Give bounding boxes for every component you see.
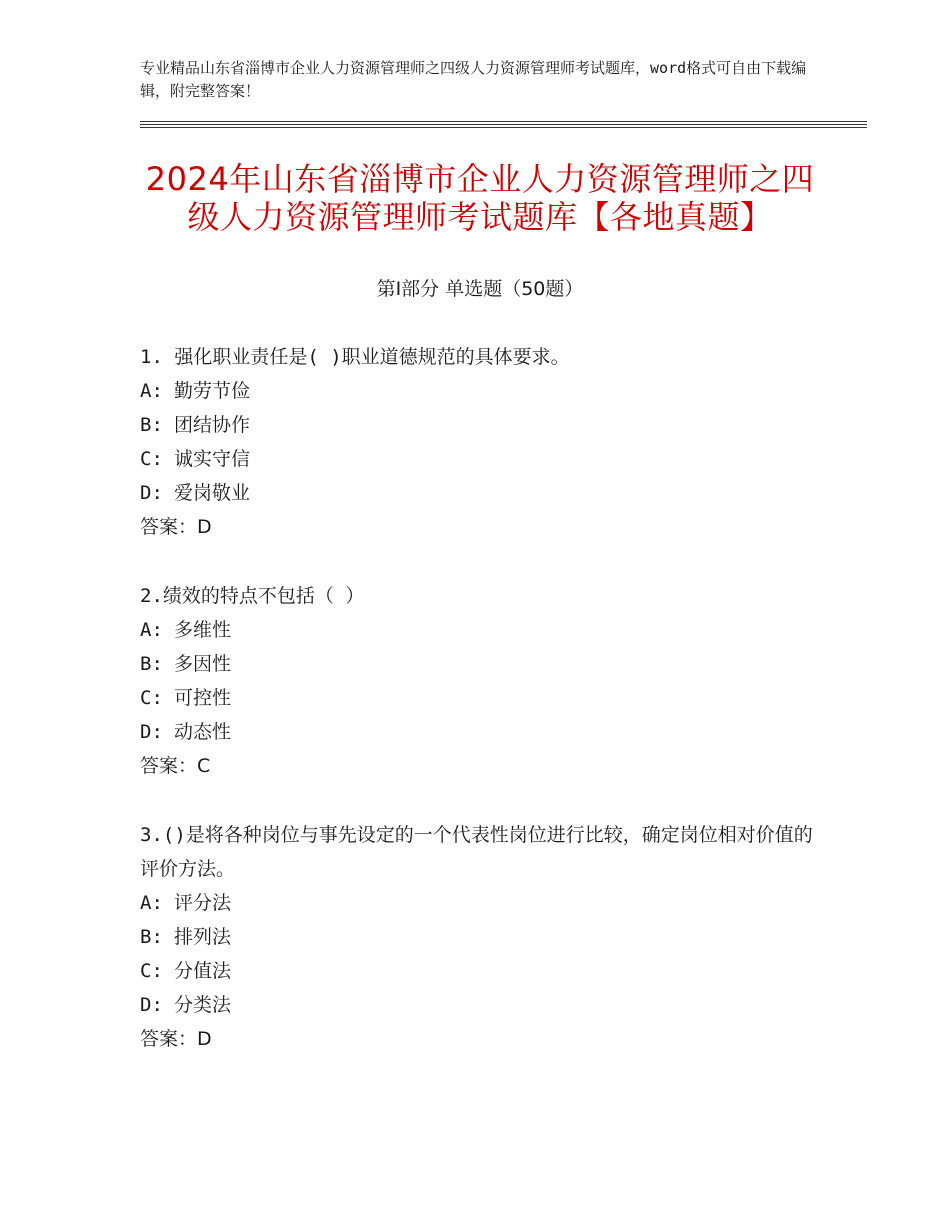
option-text: 团结协作: [174, 414, 251, 436]
option-letter: B:: [140, 926, 163, 948]
option-b: [140, 408, 820, 442]
question-stem: 1. 强化职业责任是( )职业道德规范的具体要求。: [140, 346, 570, 368]
option-d: [140, 715, 820, 749]
answer-line: 答案：D: [140, 516, 212, 538]
option-a: [140, 374, 820, 408]
option-letter: C:: [140, 687, 163, 709]
option-c: [140, 954, 820, 988]
option-letter: B:: [140, 414, 163, 436]
option-letter: D:: [140, 482, 163, 504]
option-c: [140, 442, 820, 476]
document-title: 2024年山东省淄博市企业人力资源管理师之四级人力资源管理师考试题库【各地真题】: [145, 160, 815, 236]
option-letter: A:: [140, 619, 163, 641]
option-d: [140, 988, 820, 1022]
option-a: [140, 886, 820, 920]
question-block: [140, 579, 820, 783]
option-d: [140, 476, 820, 510]
option-b: [140, 920, 820, 954]
option-text: 评分法: [174, 892, 232, 914]
option-a: [140, 613, 820, 647]
header-divider: [140, 127, 867, 128]
option-text: 可控性: [174, 687, 232, 709]
option-text: 勤劳节俭: [174, 380, 251, 402]
option-b: [140, 647, 820, 681]
question-block: [140, 818, 820, 1056]
option-letter: D:: [140, 721, 163, 743]
option-letter: A:: [140, 380, 163, 402]
option-letter: C:: [140, 960, 163, 982]
option-text: 分值法: [174, 960, 232, 982]
option-letter: C:: [140, 448, 163, 470]
option-text: 多维性: [174, 619, 232, 641]
question-stem: 2.绩效的特点不包括（ ）: [140, 585, 365, 607]
option-text: 排列法: [174, 926, 232, 948]
option-text: 多因性: [174, 653, 232, 675]
option-text: 分类法: [174, 994, 232, 1016]
option-text: 爱岗敬业: [174, 482, 251, 504]
question-stem: 3.()是将各种岗位与事先设定的一个代表性岗位进行比较，确定岗位相对价值的评价方法。: [140, 824, 813, 880]
option-text: 动态性: [174, 721, 232, 743]
answer-line: 答案：C: [140, 755, 211, 777]
option-letter: A:: [140, 892, 163, 914]
option-letter: D:: [140, 994, 163, 1016]
question-block: [140, 340, 820, 544]
header-divider: [140, 124, 867, 125]
answer-line: 答案：D: [140, 1028, 212, 1050]
option-letter: B:: [140, 653, 163, 675]
option-text: 诚实守信: [174, 448, 251, 470]
header-divider: [140, 121, 867, 122]
header-note: 专业精品山东省淄博市企业人力资源管理师之四级人力资源管理师考试题库，word格式可自由下载编辑，附完整答案！: [140, 59, 807, 100]
section-title: 第Ⅰ部分 单选题（50题）: [376, 278, 584, 300]
option-c: [140, 681, 820, 715]
